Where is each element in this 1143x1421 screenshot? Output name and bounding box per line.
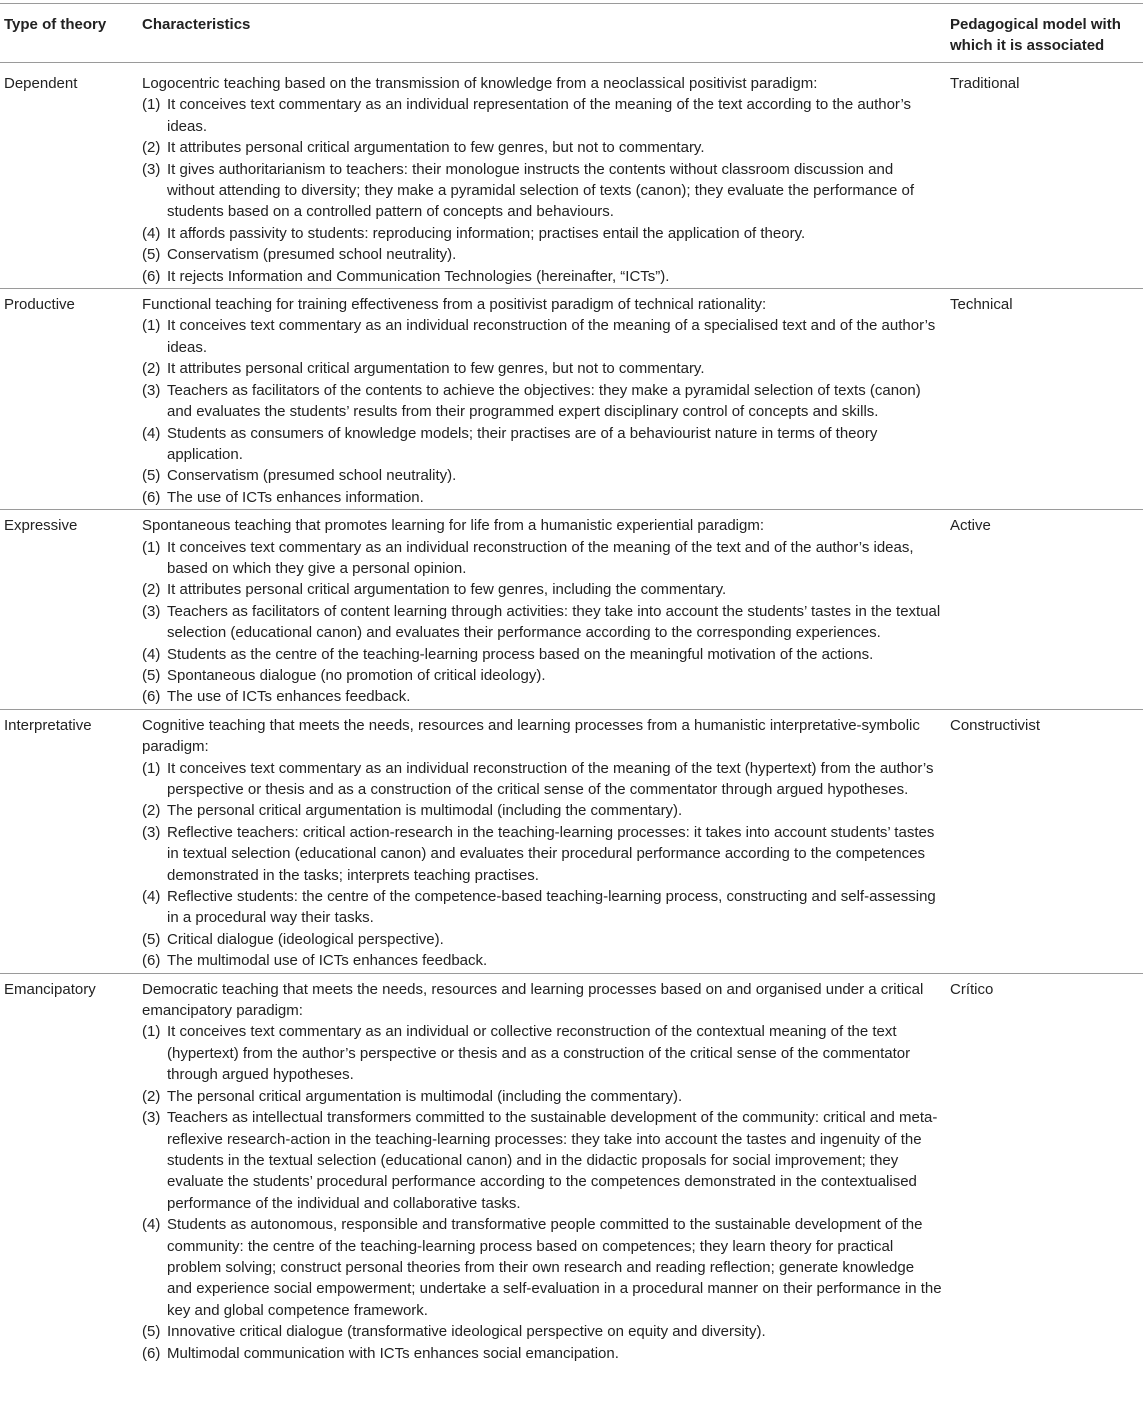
list-item-number: (4)	[142, 424, 161, 442]
list-item-text: Students as autonomous, responsible and transformative people committed to the sustainable development of the community: the centre of the teaching-learning process based on competences; they learn theory for practical problem solving; construct personal theories from their own research and reading reflection; generate knowledge and experience social empowerment; undertake a self-evaluation in a procedural manner on their performance in the key and global competence framework.	[167, 1216, 942, 1319]
list-item-number: (4)	[142, 645, 161, 663]
characteristics-intro: Logocentric teaching based on the transmission of knowledge from a neoclassical positivist paradigm:	[142, 75, 818, 92]
list-item-number: (1)	[142, 538, 161, 556]
characteristics-intro: Spontaneous teaching that promotes learning for life from a humanistic experiential paradigm:	[142, 517, 765, 535]
list-item-number: (4)	[142, 888, 161, 906]
list-item-text: It conceives text commentary as an individual reconstruction of the meaning of the text and of the author’s ideas, based on which they give a personal opinion.	[167, 538, 914, 577]
cell-type-of-theory: Expressive	[0, 510, 138, 710]
header-type-of-theory: Type of theory	[0, 4, 138, 63]
list-item-number: (2)	[142, 139, 161, 157]
characteristics-list	[142, 537, 942, 708]
list-item-text: Students as the centre of the teaching-learning process based on the meaningful motivation of the actions.	[167, 645, 874, 663]
list-item-text: Critical dialogue (ideological perspective).	[167, 930, 444, 948]
cell-characteristics	[138, 709, 946, 973]
list-item-text: Reflective teachers: critical action-research in the teaching-learning processes: it takes into account students’ tastes in textual selection (educational canon) and evaluates their procedural performance according to the competences demonstrated in the tasks; interprets teaching practises.	[167, 823, 935, 884]
list-item-number: (5)	[142, 930, 161, 948]
list-item-number: (6)	[142, 267, 161, 285]
list-item-text: Teachers as facilitators of the contents to achieve the objectives: they make a pyramidal selection of texts (canon) and evaluates the students’ results from their programmed expert disciplinary control of concepts and skills.	[167, 381, 921, 421]
list-item	[142, 487, 942, 508]
list-item-text: Reflective students: the centre of the competence-based teaching-learning process, constructing and self-assessing in a procedural way their tasks.	[167, 888, 936, 927]
table-header-row	[0, 4, 1143, 63]
table-row	[0, 709, 1143, 973]
list-item	[142, 537, 942, 580]
cell-pedagogical-model: Constructivist	[946, 709, 1143, 973]
list-item-number: (1)	[142, 317, 161, 335]
cell-type-of-theory: Interpretative	[0, 709, 138, 973]
cell-pedagogical-model: Crítico	[950, 980, 994, 998]
cell-type-of-theory: Dependent	[0, 63, 138, 289]
cell-pedagogical-model: Technical	[946, 289, 1143, 510]
list-item-text: Students as consumers of knowledge models; their practises are of a behaviourist nature in terms of theory application.	[167, 424, 878, 463]
list-item	[142, 315, 942, 358]
list-item	[142, 1214, 942, 1321]
header-pedagogical-model: Pedagogical model with which it is associated	[946, 4, 1143, 63]
list-item-number: (3)	[142, 602, 161, 620]
list-item-number: (1)	[142, 759, 161, 777]
list-item-number: (2)	[142, 360, 161, 378]
list-item	[142, 94, 942, 137]
list-item-number: (6)	[142, 488, 161, 506]
characteristics-intro: Cognitive teaching that meets the needs, resources and learning processes from a humanistic interpretative-symbolic paradigm:	[142, 716, 920, 756]
list-item	[142, 137, 942, 158]
list-item-number: (6)	[142, 688, 161, 706]
list-item	[142, 380, 942, 423]
list-item	[142, 886, 942, 929]
characteristics-list	[142, 1021, 942, 1364]
list-item	[142, 1321, 942, 1342]
list-item	[142, 686, 942, 707]
cell-pedagogical-model: Traditional	[946, 63, 1143, 289]
list-item-text: It attributes personal critical argumentation to few genres, but not to commentary.	[167, 360, 705, 378]
list-item-number: (1)	[142, 96, 161, 114]
characteristics-list	[142, 758, 942, 972]
cell-characteristics	[138, 63, 946, 289]
list-item	[142, 1107, 942, 1214]
list-item-number: (2)	[142, 1087, 161, 1105]
cell-characteristics	[138, 973, 946, 1365]
list-item-number: (2)	[142, 802, 161, 820]
list-item-number: (5)	[142, 467, 161, 485]
list-item-number: (3)	[142, 823, 161, 841]
list-item-text: The personal critical argumentation is multimodal (including the commentary).	[167, 802, 683, 820]
list-item-text: It conceives text commentary as an individual reconstruction of the meaning of the text (hypertext) from the author’s perspective or thesis and as a construction of the critical sense of the commentator through argued hypotheses.	[167, 759, 934, 798]
list-item	[142, 950, 942, 971]
cell-type-of-theory: Productive	[0, 289, 138, 510]
list-item	[142, 159, 942, 223]
list-item	[142, 1343, 942, 1364]
header-characteristics: Characteristics	[138, 4, 946, 63]
list-item-number: (3)	[142, 160, 161, 178]
table-row	[0, 289, 1143, 510]
list-item	[142, 601, 942, 644]
list-item	[142, 1086, 942, 1107]
list-item-text: Conservatism (presumed school neutrality).	[167, 467, 457, 485]
list-item-number: (4)	[142, 1216, 161, 1234]
list-item	[142, 644, 942, 665]
list-item	[142, 929, 942, 950]
list-item-number: (5)	[142, 1323, 161, 1341]
list-item-text: Innovative critical dialogue (transformative ideological perspective on equity and diversity).	[167, 1323, 766, 1341]
characteristics-intro: Democratic teaching that meets the needs, resources and learning processes based on and organised under a critical emancipatory paradigm:	[142, 980, 924, 1020]
list-item-text: Spontaneous dialogue (no promotion of critical ideology).	[167, 666, 546, 684]
list-item	[142, 800, 942, 821]
table-body	[0, 63, 1143, 1365]
list-item	[142, 579, 942, 600]
list-item-text: It gives authoritarianism to teachers: their monologue instructs the contents without classroom discussion and without attending to diversity; they make a pyramidal selection of texts (canon); they evaluate the performance of students based on a controlled pattern of concepts and behaviours.	[167, 160, 915, 221]
cell-characteristics	[138, 289, 946, 510]
characteristics-list	[142, 94, 942, 287]
theory-table	[0, 3, 1143, 1365]
list-item-text: The multimodal use of ICTs enhances feedback.	[167, 952, 488, 970]
list-item	[142, 423, 942, 466]
list-item-text: The use of ICTs enhances information.	[167, 488, 424, 506]
characteristics-intro: Functional teaching for training effectiveness from a positivist paradigm of technical rationality:	[142, 296, 767, 314]
list-item	[142, 244, 942, 265]
list-item-text: It conceives text commentary as an individual or collective reconstruction of the contextual meaning of the text (hypertext) from the author’s perspective or thesis and as a construction of the critical sense of the commentator through argued hypotheses.	[167, 1023, 911, 1084]
list-item-text: The personal critical argumentation is multimodal (including the commentary).	[167, 1087, 683, 1105]
list-item	[142, 223, 942, 244]
table-row	[0, 510, 1143, 710]
list-item-text: It attributes personal critical argumentation to few genres, including the commentary.	[167, 581, 727, 599]
list-item	[142, 358, 942, 379]
list-item	[142, 266, 942, 287]
list-item-number: (5)	[142, 666, 161, 684]
list-item	[142, 1021, 942, 1085]
table-row	[0, 973, 1143, 1365]
list-item-number: (5)	[142, 246, 161, 264]
cell-type-of-theory: Emancipatory	[4, 980, 96, 998]
list-item-text: It conceives text commentary as an individual reconstruction of the meaning of a specialised text and of the author’s ideas.	[167, 317, 936, 356]
list-item-text: Conservatism (presumed school neutrality).	[167, 246, 457, 264]
table-row	[0, 63, 1143, 289]
list-item-text: It conceives text commentary as an individual representation of the meaning of the text according to the author’s ideas.	[167, 96, 912, 135]
list-item	[142, 665, 942, 686]
list-item	[142, 758, 942, 801]
cell-characteristics	[138, 510, 946, 710]
list-item-number: (4)	[142, 224, 161, 242]
list-item-text: Teachers as facilitators of content learning through activities: they take into account the students’ tastes in the textual selection (educational canon) and evaluates their performance according to the corresponding experiences.	[167, 602, 941, 642]
list-item-text: It rejects Information and Communication Technologies (hereinafter, “ICTs”).	[167, 267, 670, 285]
list-item-text: It attributes personal critical argumentation to few genres, but not to commentary.	[167, 139, 705, 157]
list-item	[142, 822, 942, 886]
list-item-number: (1)	[142, 1023, 161, 1041]
list-item-text: Multimodal communication with ICTs enhances social emancipation.	[167, 1344, 619, 1362]
list-item-number: (3)	[142, 381, 161, 399]
list-item-text: The use of ICTs enhances feedback.	[167, 688, 411, 706]
list-item-number: (2)	[142, 581, 161, 599]
list-item-text: It affords passivity to students: reproducing information; practises entail the application of theory.	[167, 224, 806, 242]
list-item-number: (6)	[142, 952, 161, 970]
cell-pedagogical-model: Active	[946, 510, 1143, 710]
list-item-number: (3)	[142, 1109, 161, 1127]
list-item	[142, 465, 942, 486]
list-item-text: Teachers as intellectual transformers committed to the sustainable development of the community: critical and meta-reflexive research-action in the teaching-learning processes: they take into account the tastes and ingenuity of the students in the textual selection (educational canon) and in the didactic proposals for social improvement; they evaluate the students’ procedural performance according to the competences demonstrated in the contextualised performance of the individual and collaborative tasks.	[167, 1109, 938, 1212]
characteristics-list	[142, 315, 942, 508]
list-item-number: (6)	[142, 1344, 161, 1362]
